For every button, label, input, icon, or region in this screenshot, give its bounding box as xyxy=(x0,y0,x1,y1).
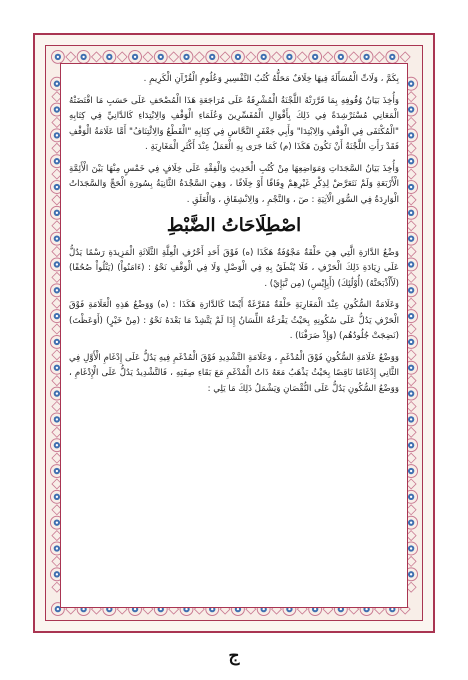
diamond-ornament xyxy=(117,52,127,62)
diamond-ornament xyxy=(297,52,307,62)
rosette-ornament xyxy=(206,50,219,63)
diamond-ornament xyxy=(220,52,230,62)
rosette-ornament xyxy=(180,50,193,63)
rosette-ornament xyxy=(51,50,64,63)
paragraph: وَعَلَامَةُ السُّكُونِ عِنْدَ الْمَغَارِبَةِ حَلْقَةٌ مُفَرَّغَةٌ أَيْضًا كَالدَّارَةِ هَكَذَا : (ه) وَوَضْعُ هَذِهِ الْعَلَامَةِ فَوْقَ الْحَرْفِ يَدُلُّ عَلَى سُكُونِهِ بِحَيْثُ يَقْرَعُهُ اللِّسَانُ إِذَا لَمْ يَتَّشِدْ مَا بَعْدَهُ نَحْوُ : (مِنْ خَيْرٍ) (أَوَعَظْتَ) (نَضِجَتْ جُلُودُهُم) (وَإِذْ صَرَفْنَا) . xyxy=(69,300,399,341)
diamond-ornament xyxy=(400,52,410,62)
paragraph: وَوَضْعُ عَلَامَةِ السُّكُونِ فَوْقَ الْمُدْغَمِ ، وَعَلَامَةِ التَّشْدِيدِ فَوْقَ الْمُدْغَمِ فِيهِ يَدُلُّ عَلَى إِدْغَامِ الْأَوَّلِ فِي الثَّانِي إِدْغَامًا نَاقِصًا بِحَيْثُ يَذْهَبُ مَعَهُ ذَاتُ الْمُدْغَمِ مَعَ بَقَاءِ صِفَتِهِ ، فَالتَّشْدِيدُ يَدُلُّ عَلَى الْإِدْغَامِ ، وَوَضْعُ السُّكُونِ يَدُلُّ عَلَى النُّقْصَانِ وَيَشْمَلُ ذَلِكَ مَا يَلِي : xyxy=(69,352,399,394)
page-number: ج xyxy=(228,646,240,666)
diamond-ornament xyxy=(66,52,76,62)
rosette-ornament xyxy=(386,50,399,63)
page-text xyxy=(69,72,399,599)
rosette-ornament xyxy=(360,50,373,63)
paragraph: وَأُخِذَ بَيَانُ وُقُوفِهِ بِمَا قَرَّرَتْهُ اللَّجْنَةُ الْمُشْرِفَةُ عَلَى مُرَاجَعَةِ هَذَا الْمُصْحَفِ عَلَى حَسَبِ مَا اقْتَضَتْهُ الْمَعَانِي مُسْتَرْشِدَةً فِي ذَلِكَ بِأَقْوَالِ الْمُفَسِّرِينَ وَعُلَمَاءِ الْوَقْفِ وَالِابْتِدَاءِ كَالدَّانِيِّ فِي كِتَابِهِ "الْمُكْتَفَى فِي الْوَقْفِ وَالِابْتِدَا" وَأَبِي جَعْفَرٍ النَّحَّاسِ فِي كِتَابِهِ "الْقَطْعُ وَالِائْتِنَافُ" أَمَّا عَلَامَةُ الْوَقْفِ فَقَدْ رَأَتِ اللَّجْنَةُ أَنْ تَكُونَ هَكَذَا (م) كَمَا جَرَى بِهِ الْعَمَلُ عِنْدَ أَكْثَرِ الْمَغَارِبَةِ . xyxy=(69,95,399,152)
diamond-ornament xyxy=(169,52,179,62)
rosette-ornament xyxy=(309,50,322,63)
diamond-ornament xyxy=(92,52,102,62)
rosette-ornament xyxy=(232,50,245,63)
rosette-ornament xyxy=(257,50,270,63)
diamond-ornament xyxy=(246,52,256,62)
rosette-ornament xyxy=(103,50,116,63)
rosette-ornament xyxy=(77,50,90,63)
diamond-ornament xyxy=(349,52,359,62)
paragraph: وَضْعُ الدَّارَةِ الَّتِي هِيَ حَلْقَةٌ مَجْوُفَةٌ هَكَذَا (ه) فَوْقَ أَحَدِ أَحْرُفِ الْعِلَّةِ الثَّلَاثَةِ الْمَزِيدَةِ رَسْمًا يَدُلُّ عَلَى زِيَادَةِ ذَلِكَ الْحَرْفِ ، فَلَا يُنْطَقُ بِهِ فِي الْوَصْلِ وَلَا فِي الْوَقْفِ نَحْوُ : (ءَامَنُواْ) (يَتْلُواْ صُحُفًا) (لَأَاْذْبَحَنَّهُ) (أُوْلَٰئِكَ) (أَبِإِيْسِ) (مِن نَّبَإِيْ) . xyxy=(69,247,399,289)
paragraph: بِكَمَّ ، وَلَاتِّ الْمُسَأَلَةَ فِيهَا خِلَافٌ مَحَلُّهُ كُتُبُ التَّفْسِيرِ وَعُلُومِ الْقُرْآنِ الْكَرِيمِ . xyxy=(143,74,399,84)
page-body xyxy=(60,63,408,608)
rosette-ornament xyxy=(334,50,347,63)
rosette-ornament xyxy=(154,50,167,63)
diamond-ornament xyxy=(272,52,282,62)
diamond-ornament xyxy=(323,52,333,62)
rosette-ornament xyxy=(129,50,142,63)
diamond-ornament xyxy=(194,52,204,62)
rosette-ornament xyxy=(283,50,296,63)
diamond-ornament xyxy=(375,52,385,62)
paragraph: وَأُخِذَ بَيَانُ السَّجَدَاتِ وَمَوَاضِعِهَا مِنْ كُتُبِ الْحَدِيثِ وَالْفِقْهِ عَلَى خِلَافٍ فِي خَمْسٍ مِنْهَا بَيْنَ الْأَئِمَّةِ الْأَرْبَعَةِ وَلَمْ نَتَعَرَّضْ لِذِكْرِ غَيْرِهِمْ وِفَاقًا أَوْ خِلَافًا ، وَهِيَ السَّجْدَةُ الثَّانِيَةُ بِسُورَةِ الْحَجِّ وَالسَّجَدَاتُ الْوَارِدَةُ فِي السُّوَرِ الْآتِيَةِ : صٓ ، وَالنَّجْمِ ، وَالِانْشِقَاقِ ، وَالْعَلَقِ . xyxy=(69,163,399,205)
section-heading: اصْطِلَاحَاتُ الضَّبْطِ xyxy=(166,215,302,236)
diamond-ornament xyxy=(143,52,153,62)
